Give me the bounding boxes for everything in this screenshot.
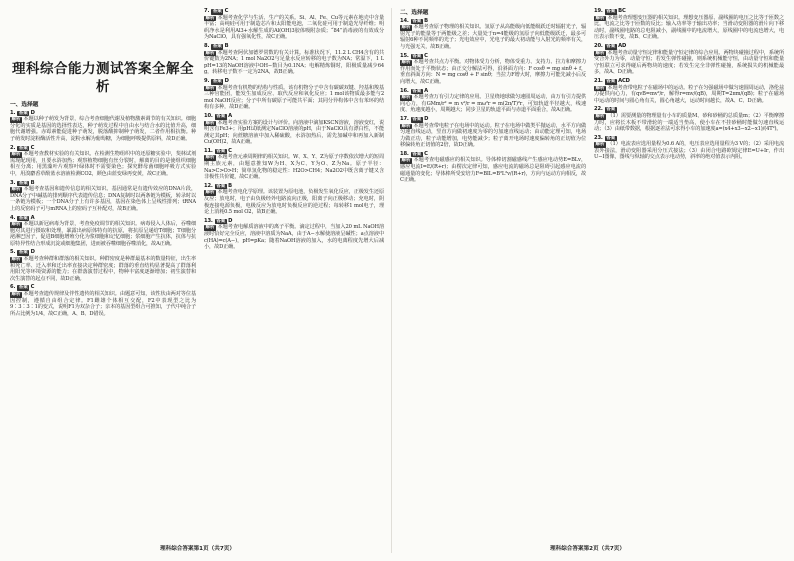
answer-tag: 答案 <box>412 18 422 24</box>
page-2-left-column <box>400 8 586 186</box>
footer-page-2: 理科综合答案第2页（共7页） <box>550 546 625 551</box>
answer-item <box>10 110 196 143</box>
explanation-text: 本题考查遗传规律及伴性遗传的相关知识。由题意可知，该性状由两对等位基因控制，遵循自由组合定律。F1雌雄个体相互交配，F2中表现型之比为9∶3∶3∶1的变式，说明F1为双杂合子；亲本的基因型组合可推知，子代中纯合子所占比例为1/4，故C正确，A、B、D错误。 <box>10 291 196 317</box>
explanation-text: 本题考查动量守恒定律和能量守恒定律的综合应用。两物块碰撞过程中，系统所受合外力为零，动量守恒；若发生弹性碰撞，则系统机械能守恒，由动量守恒和能量守恒联立可求得碰后两物块的速度；若发生完全非弹性碰撞，系统损失的机械能最多，故A、D正确。 <box>594 49 784 76</box>
explanation-tag: 解析 <box>595 142 605 148</box>
explanation-text: 本题考查基因和遗传信息的相关知识。基因通常是有遗传效应的DNA片段，DNA分子中碱基的排列顺序代表遗传信息；DNA复制时以两条链为模板，转录时以一条链为模板；一个DNA分子上有许多基因，基因在染色体上呈线性排列；tRNA上的反密码子可与mRNA上的密码子互补配对，故B正确。 <box>10 186 196 212</box>
question-number: 18. <box>400 150 409 157</box>
question-number: 14. <box>400 17 409 24</box>
answer-item <box>594 106 784 132</box>
answer-list <box>204 8 384 251</box>
page-1-right-column <box>204 8 384 253</box>
question-number: 3. <box>10 179 16 186</box>
explanation-tag: 解析 <box>595 50 605 56</box>
answer-header <box>400 116 586 123</box>
explanation-text: 本题考查有机物的结构与性质。该有机物分子中含有碳碳双键、羟基和羧基三种官能团，能发生加成反应、取代反应和氧化反应；1 mol该物质最多能与2 mol NaOH反应；分子中所有碳原子可能共平面；其同分异构体中含有苯环的结构有多种，故D正确。 <box>204 84 384 111</box>
explanation-text: 本题考查化学与生活、生产的关系。Si、Al、Fe、Cu等元素在地壳中含量丰富；高纯硅可用于制造芯片和太阳能电池，二氧化硅可用于制造光导纤维；明矾净水是利用Al3+水解生成的Al(OH)3胶体吸附杂质；“84”消毒液的有效成分为NaClO，具有强氧化性，故C正确。 <box>204 14 384 41</box>
answer-item <box>400 88 586 114</box>
page-1-left-column <box>10 8 196 319</box>
explanation-tag: 解析 <box>205 85 215 91</box>
explanation-text: 本题考查原子物理的相关知识。氢原子从高能级向低能级跃迁时辐射光子，辐射光子的能量等于两能级之差；大量处于n=4能级的氢原子向低能级跃迁，最多可辐射6种不同频率的光子；光电效应中，光电子的最大初动能与入射光的频率有关，与光强无关，故B正确。 <box>400 24 586 50</box>
answer-item <box>400 53 586 86</box>
answer-tag: 答案 <box>212 43 222 49</box>
answer-tag: 答案 <box>18 180 28 186</box>
answer-item <box>594 8 784 41</box>
answer-tag: 答案 <box>212 78 222 84</box>
answer-tag: 答案 <box>606 43 616 49</box>
question-number: 15. <box>400 52 409 59</box>
explanation-tag: 解析 <box>11 117 21 123</box>
answer-tag: 答案 <box>606 9 616 14</box>
question-number: 16. <box>400 87 409 94</box>
answer-tag: 答案 <box>18 110 28 116</box>
page-2 <box>400 8 784 551</box>
explanation-text: 本题考查教材实验的有关知识。在检测生物组织中的还原糖实验中，斐林试剂需现配现用，且要水浴加热；观察植物细胞有丝分裂时，解离的目的是使组织细胞相互分离；用黑藻叶片观察叶绿体时不需要染色；探究酵母菌细胞呼吸方式实验中，用溴麝香草酚蓝水溶液检测CO2，颜色由蓝变绿再变黄，故C正确。 <box>10 151 196 177</box>
explanation-text: 本题考查带电粒子在磁场中的运动。粒子在匀强磁场中做匀速圆周运动，洛伦兹力提供向心力，有qvB=mv²/r，解得r=mv/(qB)，周期T=2πm/(qB)；粒子在磁场中运动的时间与圆心角有关，圆心角越大，运动时间越长，故A、C、D正确。 <box>594 84 784 104</box>
explanation-text: 本题考查元素周期律的相关知识。W、X、Y、Z为原子序数依次增大的短周期主族元素，由题意推知W为H、X为C、Y为O、Z为Na。原子半径：Na>C>O>H；简单氢化物的稳定性：H2O>CH4；Na2O2中既含离子键又含非极性共价键，故C正确。 <box>204 154 384 181</box>
answer-item <box>204 218 384 251</box>
explanation-text: 本题考查共点力平衡。对物体受力分析，物体受重力、支持力、拉力和摩擦力作用而处于平衡状态；由正交分解法可得，沿斜面方向：F cosθ = mg sinθ + f，垂直斜面方向：N = mg cosθ + F sinθ；当拉力F增大时，摩擦力可能先减小后反向增大，故C正确。 <box>400 59 586 85</box>
answer-choice: ACD <box>618 77 630 84</box>
question-number: 9. <box>204 77 210 84</box>
explanation-tag: 解析 <box>401 95 411 101</box>
explanation-tag: 解析 <box>205 15 215 21</box>
answer-header <box>204 43 384 50</box>
answer-item <box>204 8 384 41</box>
question-number: 12. <box>204 182 213 189</box>
question-number: 17. <box>400 115 409 122</box>
question-number: 2. <box>10 144 16 151</box>
section-heading: 一、选择题 <box>10 102 39 108</box>
answer-choice: A <box>424 87 429 94</box>
footer-page-1: 理科综合答案第1页（共7页） <box>160 546 235 551</box>
answer-tag: 答案 <box>216 183 226 189</box>
question-number: 22. <box>594 106 603 113</box>
explanation-tag: 解析 <box>11 292 21 298</box>
answer-item <box>10 284 196 317</box>
question-number: 19. <box>594 8 603 14</box>
answer-tag: 答案 <box>412 53 422 59</box>
answer-choice: A <box>30 214 35 221</box>
answer-choice: D <box>224 77 229 84</box>
answer-header <box>204 8 384 15</box>
explanation-text: 本题考查带电粒子在电场中的运动。粒子在电场中做类平抛运动，水平方向做匀速直线运动，竖直方向做初速度为零的匀加速直线运动；由动能定理可知，电场力做正功，粒子动能增加，电势能减少；粒子离开电场时速度偏转角的正切值为位移偏转角正切值的2倍，故D正确。 <box>400 122 586 149</box>
answer-item <box>204 43 384 76</box>
question-number: 13. <box>204 217 213 224</box>
answer-choice: B <box>224 42 229 49</box>
answer-choice: C <box>424 150 428 157</box>
answer-list <box>10 110 196 318</box>
page-1 <box>10 8 384 551</box>
answer-tag: 答案 <box>212 9 222 14</box>
question-number: 6. <box>10 284 16 291</box>
answer-choice: D <box>424 115 429 122</box>
question-number: 11. <box>204 147 213 154</box>
answer-choice: AD <box>618 42 627 49</box>
answer-item <box>400 18 586 51</box>
explanation-text: 本题考查电化学原理。该装置为原电池，负极发生氧化反应，正极发生还原反应；放电时，电子由负极经外电路流向正极，阳离子向正极移动；充电时，阴极连接电源负极，电极反应为放电时负极反应的逆过程；每转移1 mol电子，理论上消耗0.5 mol O2，故B正确。 <box>204 189 384 216</box>
question-number: 10. <box>204 112 213 119</box>
explanation-tag: 解析 <box>11 187 21 193</box>
question-number: 7. <box>204 8 210 14</box>
explanation-tag: 解析 <box>11 152 21 158</box>
answer-item <box>594 135 784 161</box>
question-number: 8. <box>204 42 210 49</box>
explanation-tag: 解析 <box>401 123 411 129</box>
explanation-tag: 解析 <box>205 155 215 161</box>
answer-choice: B <box>228 182 232 189</box>
explanation-tag: 解析 <box>205 225 215 231</box>
answer-item <box>204 148 384 181</box>
answer-header <box>594 43 784 50</box>
answer-tag: 答案 <box>606 78 616 84</box>
answer-item <box>10 180 196 213</box>
document-title: 理科综合能力测试答案全解全析 <box>12 61 194 95</box>
answer-item <box>204 183 384 216</box>
answer-list <box>594 8 784 161</box>
answer-item <box>10 145 196 178</box>
answer-item <box>400 116 586 149</box>
explanation-tag: 解析 <box>205 120 215 126</box>
question-number: 1. <box>10 109 16 116</box>
explanation-text: 本题考查万有引力定律的应用。卫星绕地球做匀速圆周运动，由万有引力提供向心力，有GMm/r² = m v²/r = mω²r = m(2π/T)²r，可知轨道半径越大，线速度、角速度越小，周期越大；同步卫星的轨道平面与赤道平面重合，故A正确。 <box>400 94 586 114</box>
answer-choice: C <box>30 144 35 151</box>
question-number: 4. <box>10 214 16 221</box>
answer-choice: D <box>30 249 35 256</box>
explanation-tag: 解析 <box>595 15 605 21</box>
question-number: 5. <box>10 249 16 256</box>
question-number: 20. <box>594 42 603 49</box>
answer-choice: A <box>228 112 233 119</box>
answer-list <box>400 18 586 184</box>
explanation-tag: 解析 <box>401 60 411 66</box>
explanation-text: （1）需要测量的物理量有小车的质量M、砂和砂桶的总质量m；（2）平衡摩擦力时，应将长木板不带滑轮的一端适当垫高，使小车在不挂砂桶时能做匀速直线运动；（3）由纸带数据，根据逐差法可求得小车的加速度a=(x4+x3−x2−x1)/(4T²)。 <box>594 112 784 133</box>
answer-item <box>594 43 784 76</box>
answer-header <box>594 78 784 85</box>
answer-choice: BC <box>618 8 626 14</box>
answer-choice: B <box>424 17 428 24</box>
answer-tag: 答案 <box>18 215 28 221</box>
answer-choice: C <box>424 52 428 59</box>
explanation-text: 本题以种子萌发为背景，综合考查细胞代谢及植物激素调节的有关知识。细胞分化的实质是基因的选择性表达，种子萌发过程中自由水与结合水的比值升高，细胞代谢增强。赤霉素能促进种子萌发，脱落酸抑制种子萌发，二者作用相抗衡。种子萌发时淀粉酶活性升高，淀粉水解为葡萄糖，为细胞呼吸提供原料，故D正确。 <box>10 116 196 142</box>
page-divider <box>391 8 392 553</box>
answer-tag: 答案 <box>216 218 226 224</box>
question-number: 21. <box>594 77 603 84</box>
answer-tag: 答案 <box>18 145 28 151</box>
answer-tag: 答案 <box>412 151 422 157</box>
answer-item <box>594 78 784 104</box>
explanation-tag: 解析 <box>205 50 215 56</box>
answer-choice: B <box>30 179 35 186</box>
explanation-text: 本题考查实验方案的设计与评价。向溶液中滴加KSCN溶液，溶液变红，说明含有Fe3+；用pH试纸测定NaClO溶液的pH，由于NaClO具有漂白性，不能测定其pH；向蔗糖溶液中加入稀硫酸，水浴加热后，需先加碱中和再加入新制Cu(OH)2，故A正确。 <box>204 119 384 146</box>
answer-item <box>400 151 586 184</box>
answer-tag: 答案 <box>18 250 28 256</box>
answer-choice: C <box>30 284 35 291</box>
answer-header <box>204 78 384 85</box>
answer-item <box>204 113 384 146</box>
answer-tag: 答案 <box>216 148 226 154</box>
answer-tag: 答案 <box>216 113 226 119</box>
answer-tag: 答案 <box>412 88 422 94</box>
answer-tag: 答案 <box>18 285 28 291</box>
explanation-tag: 解析 <box>595 85 605 91</box>
section-heading: 二、选择题 <box>400 10 429 16</box>
explanation-tag: 解析 <box>11 222 21 228</box>
explanation-text: （1）电流表应选用量程为0.6 A的，电压表应选用量程为3 V的；（2）采用电流表外接法，滑动变阻器采用分压式接法；（3）由闭合电路欧姆定律E=U+Ir，作出U−I图像，图线与纵轴的交点表示电动势，斜率的绝对值表示内阻。 <box>594 141 784 161</box>
explanation-text: 本题考查理想变压器的相关知识。理想变压器原、副线圈的电压之比等于匝数之比，电流之比等于匝数的反比；输入功率等于输出功率；当滑动变阻器的滑片向下移动时，副线圈电路的总电阻减小，副线圈中的电流增大，原线圈中的电流也增大，电压表示数不变，故B、C正确。 <box>594 14 784 41</box>
explanation-tag: 解析 <box>401 25 411 31</box>
answer-item <box>204 78 384 111</box>
explanation-tag: 解析 <box>401 158 411 164</box>
answer-tag: 答案 <box>412 116 422 122</box>
explanation-text: 本题以新冠病毒为背景，考查免疫调节的相关知识。病毒侵入人体后，吞噬细胞对其进行摄取和处理，暴露出病原体特有的抗原，将抗原呈递给T细胞；T细胞分泌淋巴因子，促进B细胞增殖分化为浆细胞和记忆细胞；浆细胞产生抗体，抗体与抗原特异性结合形成沉淀或细胞集团，进而被吞噬细胞吞噬消化，故A正确。 <box>10 221 196 247</box>
answer-choice: C <box>224 8 229 14</box>
question-number: 23. <box>594 134 603 141</box>
answer-header <box>594 106 784 113</box>
explanation-text: 本题考查电磁感应的相关知识。导体棒切割磁感线产生感应电动势E=BLv，感应电流I=E/(R+r)；由楞次定律可知，感应电流的磁场总是阻碍引起感应电流的磁通量的变化；导体棒所受安培力F=BIL=B²L²v/(R+r)，方向与运动方向相反，故C正确。 <box>400 157 586 184</box>
answer-header <box>204 113 384 120</box>
explanation-tag: 解析 <box>11 257 21 263</box>
answer-item <box>10 249 196 282</box>
page-2-right-column <box>594 8 784 163</box>
explanation-tag: 解析 <box>205 190 215 196</box>
answer-header <box>594 8 784 15</box>
answer-tag: 答案 <box>606 107 616 113</box>
explanation-tag: 解析 <box>595 113 605 119</box>
explanation-text: 本题考查阿伏加德罗常数的有关计算。标准状况下，11.2 L CH4含有的共价键数为2NA；1 mol Na2O2与足量水反应转移的电子数为NA；常温下，1 L pH=13的NaOH溶液中OH−数目为0.1NA；电解精炼铜时，阳极质量减少64 g，转移电子数不一定为2NA，故B正确。 <box>204 49 384 76</box>
explanation-text: 本题考查种群和群落的相关知识。种群密度是种群最基本的数量特征，出生率和死亡率、迁入率和迁出率直接决定种群密度；群落的垂直结构显著提高了群落利用阳光等环境资源的能力；在群落演替过程中，物种丰富度逐渐增加；初生演替和次生演替的起点不同，故D正确。 <box>10 256 196 282</box>
answer-choice: D <box>228 217 233 224</box>
answer-tag: 答案 <box>606 135 616 141</box>
answer-choice: D <box>30 109 35 116</box>
explanation-text: 本题考查电解质溶液中的离子平衡。滴定过程中，当加入20 mL NaOH溶液时恰好完全反应，溶液中溶质为NaA，由于A−水解使溶液呈碱性；a点溶液中c(HA)=c(A−)，pH=pKa；随着NaOH溶液的加入，水的电离程度先增大后减小，故D正确。 <box>204 224 384 251</box>
answer-choice: C <box>228 147 232 154</box>
answer-item <box>10 215 196 248</box>
